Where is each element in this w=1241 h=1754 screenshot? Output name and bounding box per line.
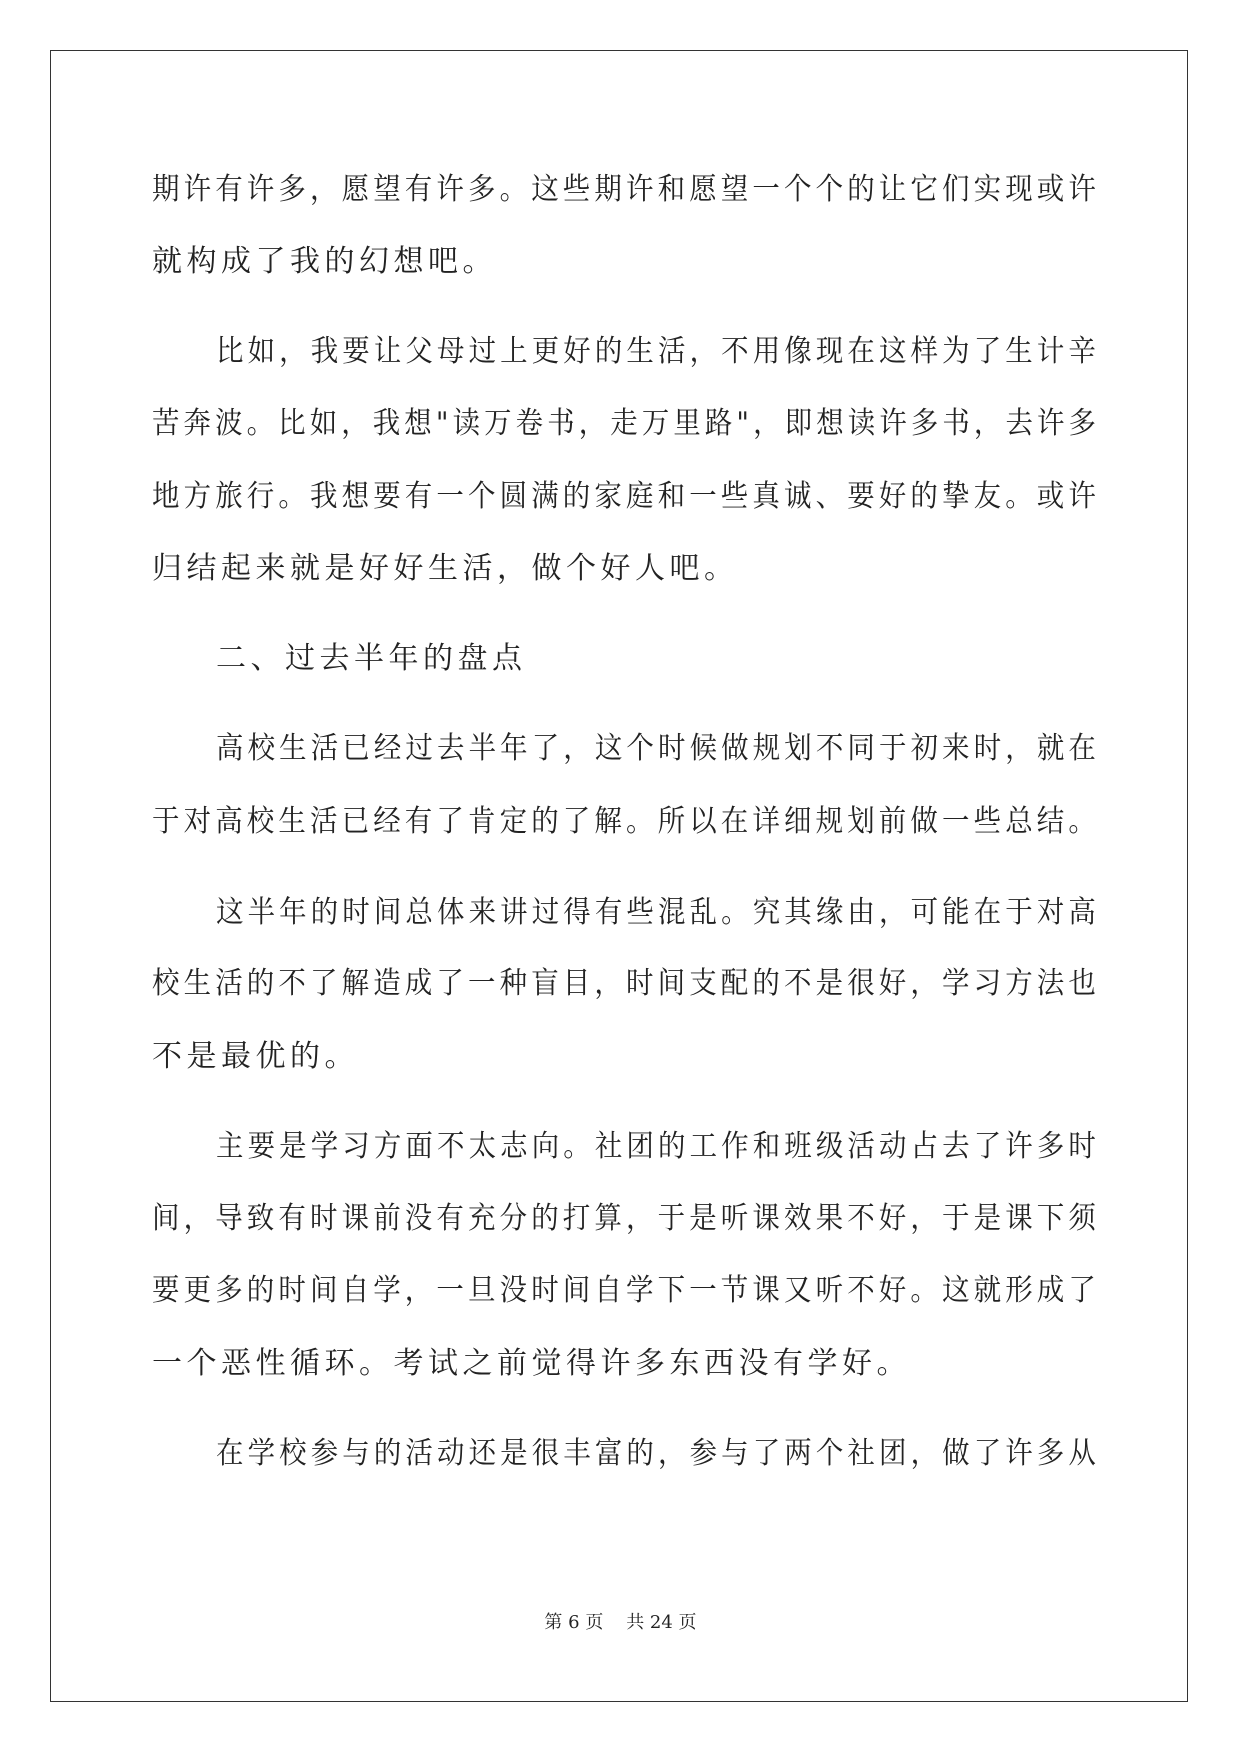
text-line: 一个恶性循环。考试之前觉得许多东西没有学好。	[152, 1346, 911, 1381]
text-line: 这半年的时间总体来讲过得有些混乱。究其缘由，可能在于对高	[216, 895, 1100, 930]
text-line: 不是最优的。	[152, 1039, 359, 1074]
text-line: 苦奔波。比如，我想"读万卷书，走万里路"，即想读许多书，去许多	[152, 406, 1101, 441]
text-line: 就构成了我的幻想吧。	[152, 244, 497, 279]
text-line: 间，导致有时课前没有充分的打算，于是听课效果不好，于是课下须	[152, 1201, 1100, 1236]
page-number-footer: 第 6 页 共 24 页	[544, 1612, 697, 1633]
section-heading: 二、过去半年的盘点	[216, 641, 527, 676]
text-line: 比如，我要让父母过上更好的生活，不用像现在这样为了生计辛	[216, 334, 1100, 369]
text-line: 校生活的不了解造成了一种盲目，时间支配的不是很好，学习方法也	[152, 966, 1100, 1001]
text-line: 归结起来就是好好生活，做个好人吧。	[152, 551, 739, 586]
text-line: 地方旅行。我想要有一个圆满的家庭和一些真诚、要好的挚友。或许	[152, 479, 1100, 514]
text-line: 要更多的时间自学，一旦没时间自学下一节课又听不好。这就形成了	[152, 1273, 1100, 1308]
text-line: 高校生活已经过去半年了，这个时候做规划不同于初来时，就在	[216, 731, 1100, 766]
text-line: 在学校参与的活动还是很丰富的，参与了两个社团，做了许多从	[216, 1436, 1100, 1471]
text-line: 主要是学习方面不太志向。社团的工作和班级活动占去了许多时	[216, 1129, 1100, 1164]
text-line: 期许有许多，愿望有许多。这些期许和愿望一个个的让它们实现或许	[152, 172, 1100, 207]
text-line: 于对高校生活已经有了肯定的了解。所以在详细规划前做一些总结。	[152, 804, 1100, 839]
